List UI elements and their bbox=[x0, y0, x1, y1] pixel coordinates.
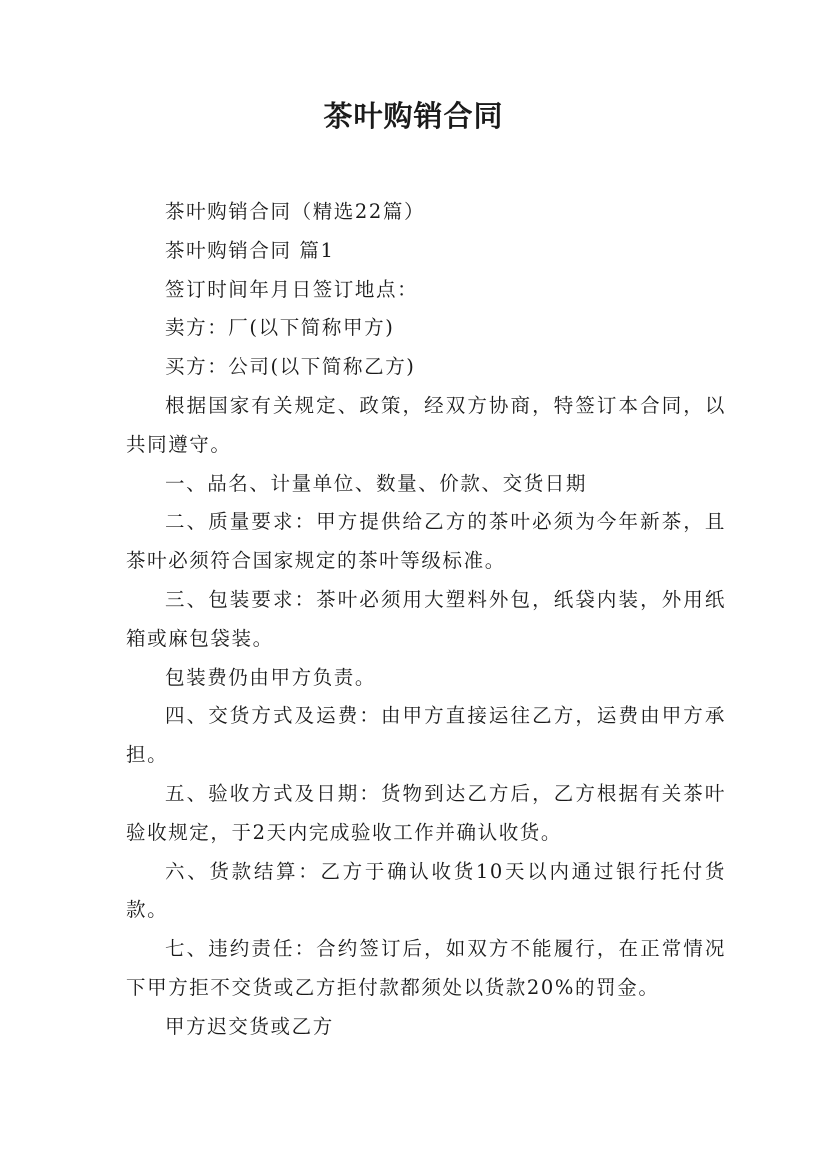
document-title: 茶叶购销合同 bbox=[323, 99, 504, 133]
paragraph-clause-3: 三、包装要求：茶叶必须用大塑料外包，纸袋内装，外用纸箱或麻包袋装。 bbox=[126, 587, 726, 650]
paragraph-signing-info: 签订时间年月日签订地点： bbox=[165, 277, 419, 301]
paragraph-subtitle: 茶叶购销合同（精选22篇） bbox=[165, 200, 426, 223]
paragraph-clause-7: 七、违约责任：合约签订后，如双方不能履行，在正常情况下甲方拒不交货或乙方拒付款都须处以货款20%的罚金。 bbox=[126, 937, 726, 999]
paragraph-clause-4: 四、交货方式及运费：由甲方直接运往乙方，运费由甲方承担。 bbox=[126, 704, 726, 767]
paragraph-buyer: 买方：公司(以下简称乙方) bbox=[165, 355, 416, 379]
paragraph-truncated: 甲方迟交货或乙方 bbox=[165, 1014, 334, 1038]
paragraph-clause-6: 六、货款结算：乙方于确认收货10天以内通过银行托付货款。 bbox=[126, 859, 726, 922]
paragraph-seller: 卖方：厂(以下简称甲方) bbox=[165, 316, 395, 340]
paragraph-preamble: 根据国家有关规定、政策，经双方协商，特签订本合同，以共同遵守。 bbox=[126, 393, 726, 456]
paragraph-clause-5: 五、验收方式及日期：货物到达乙方后，乙方根据有关茶叶验收规定，于2天内完成验收工作并确认收货。 bbox=[126, 781, 726, 844]
document-body bbox=[126, 193, 726, 1047]
paragraph-section-heading: 茶叶购销合同 篇1 bbox=[165, 238, 335, 262]
paragraph-clause-2: 二、质量要求：甲方提供给乙方的茶叶必须为今年新茶，且茶叶必须符合国家规定的茶叶等级标准。 bbox=[126, 510, 726, 573]
paragraph-packaging-fee: 包装费仍由甲方负责。 bbox=[165, 665, 377, 689]
paragraph-clause-1: 一、品名、计量单位、数量、价款、交货日期 bbox=[165, 471, 588, 495]
